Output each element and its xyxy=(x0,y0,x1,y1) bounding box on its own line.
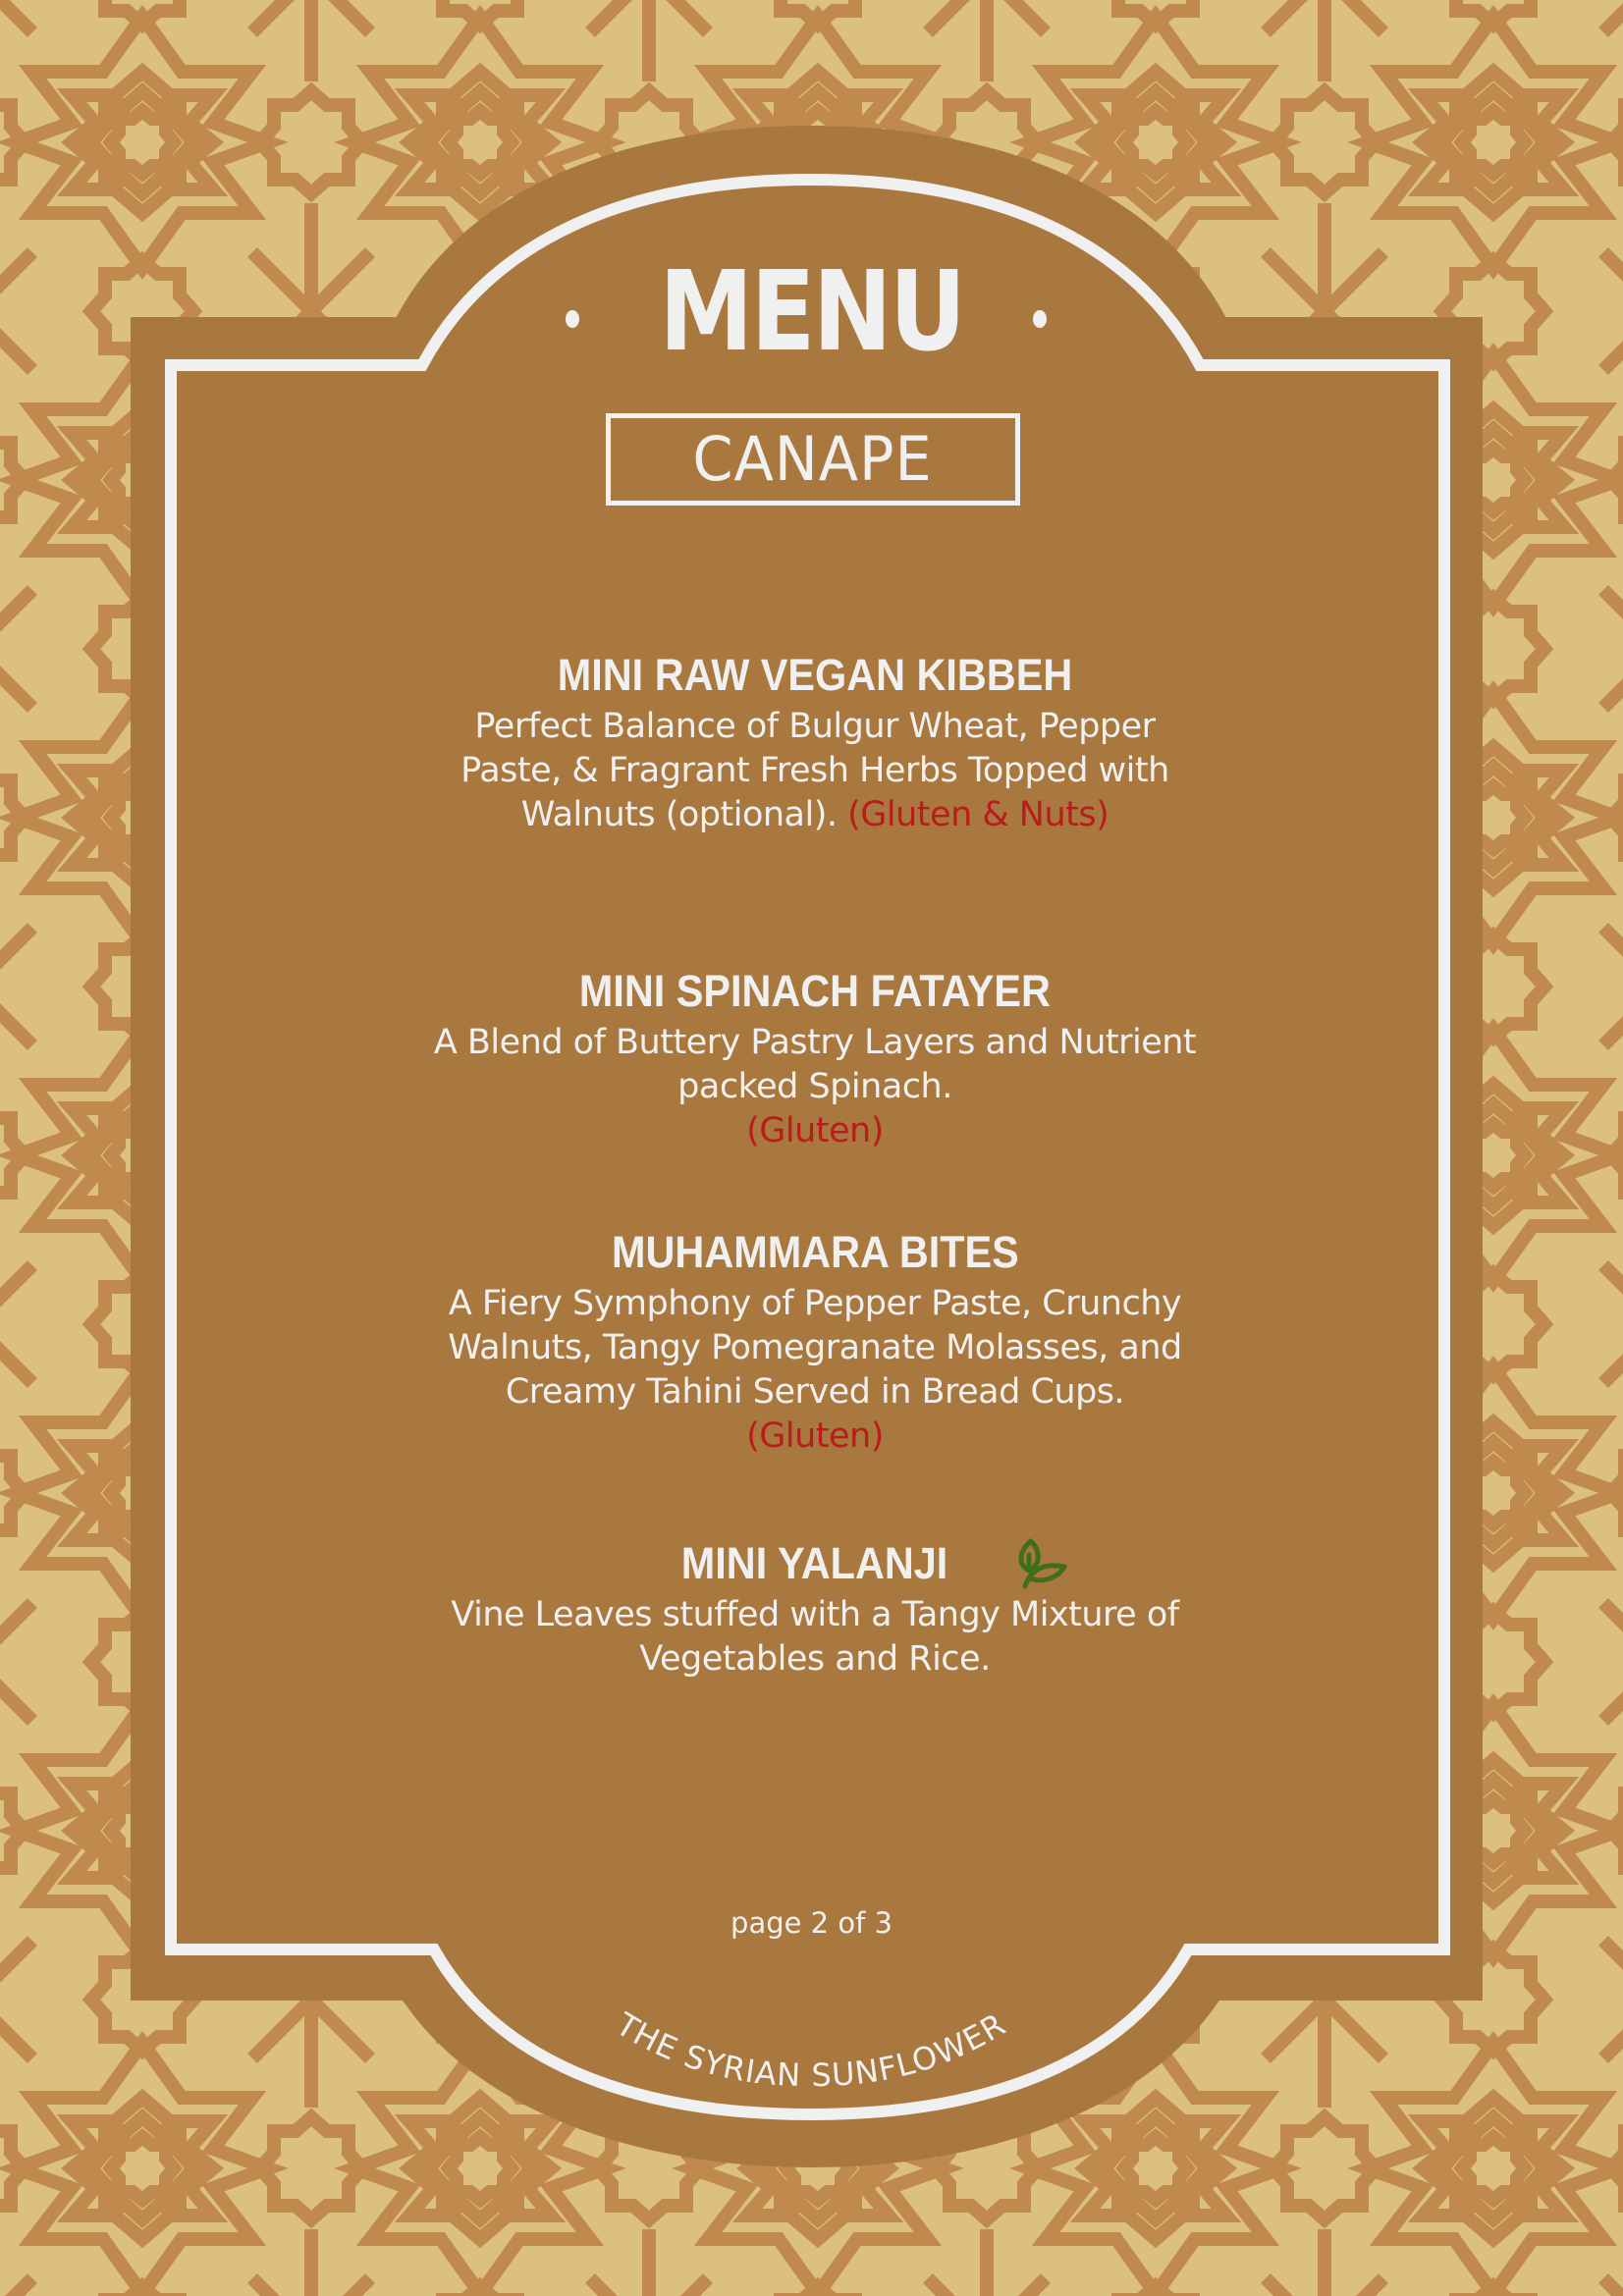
menu-item-description: Vine Leaves stuffed with a Tangy Mixture of Vegetables and Rice. xyxy=(451,1595,1179,1679)
page-indicator: page 2 of 3 xyxy=(730,1906,893,1940)
menu-item xyxy=(324,1536,1306,1682)
menu-item-name: MINI SPINACH FATAYER xyxy=(579,966,1051,1016)
allergen-note: (Gluten & Nuts) xyxy=(847,795,1109,834)
menu-item xyxy=(324,648,1306,837)
allergen-note: (Gluten) xyxy=(746,1111,884,1150)
menu-item-description: Perfect Balance of Bulgur Wheat, Pepper Paste, & Fragrant Fresh Herbs Topped with Walnuts (optional). (Gluten & Nuts) xyxy=(460,707,1169,834)
vegan-leaf-icon xyxy=(1009,1537,1068,1592)
menu-item-description: A Fiery Symphony of Pepper Paste, Crunchy Walnuts, Tangy Pomegranate Molasses, and Creamy Tahini Served in Bread Cups. (Gluten) xyxy=(324,1282,1306,1459)
menu-item-name: MUHAMMARA BITES xyxy=(611,1227,1019,1277)
section-label-box xyxy=(606,413,1020,506)
menu-item xyxy=(324,964,1306,1153)
allergen-note: (Gluten) xyxy=(746,1416,884,1456)
restaurant-name: THE SYRIAN SUNFLOWER xyxy=(609,2004,1013,2095)
menu-item-name: MINI YALANJI xyxy=(681,1538,948,1588)
menu-item-description: A Blend of Buttery Pastry Layers and Nutrient packed Spinach. (Gluten) xyxy=(324,1021,1306,1153)
section-label: CANAPE xyxy=(692,423,934,495)
menu-item-name: MINI RAW VEGAN KIBBEH xyxy=(557,650,1073,700)
menu-item xyxy=(324,1225,1306,1459)
menu-title: MENU xyxy=(659,248,964,376)
